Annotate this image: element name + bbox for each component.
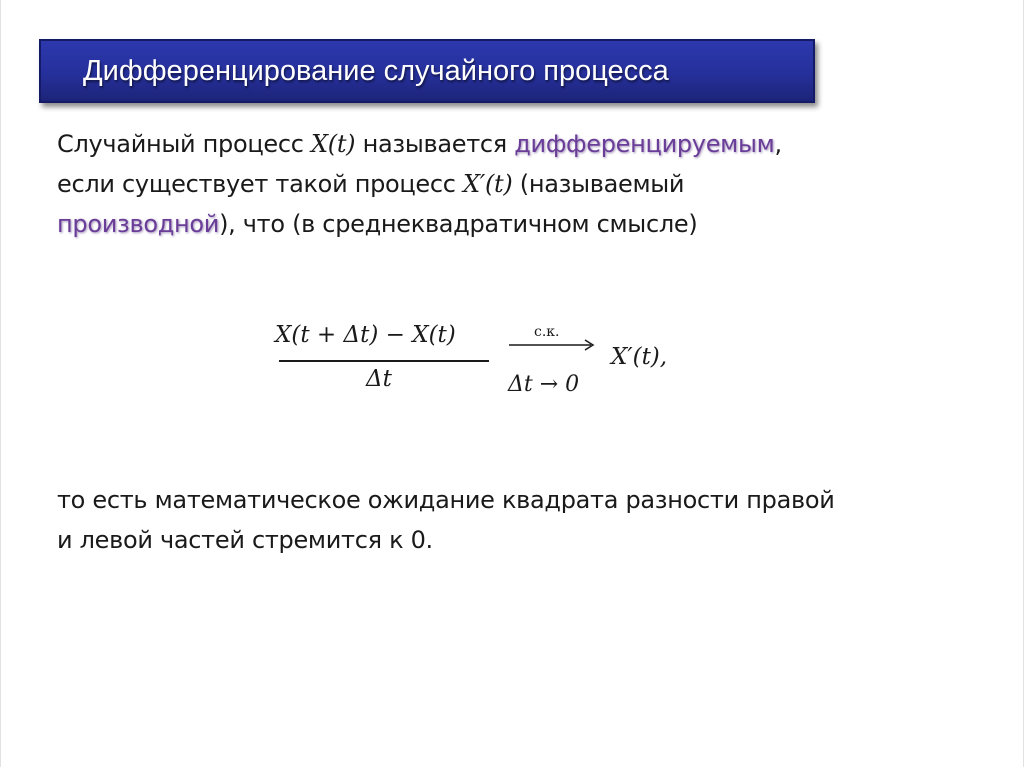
definition-paragraph — [57, 124, 987, 244]
formula-result: X′(t), — [611, 344, 668, 370]
explanation-line-2: и левой частей стремится к 0. — [57, 526, 433, 554]
limit-formula — [271, 318, 731, 408]
text-fragment: , — [774, 130, 782, 158]
title-bar — [39, 39, 815, 103]
term-derivative: производной — [57, 210, 220, 238]
fraction-numerator: X(t + Δt) − X(t) — [275, 322, 456, 348]
convergence-label: с.к. — [534, 324, 560, 340]
definition-line-2 — [57, 164, 987, 204]
term-differentiable: дифференцируемым — [514, 130, 775, 158]
slide-title: Дифференцирование случайного процесса — [83, 54, 669, 87]
text-fragment: если существует такой процесс — [57, 170, 464, 198]
text-fragment: называется — [355, 130, 515, 158]
explanation-line-1: то есть математическое ожидание квадрата разности правой — [57, 486, 835, 514]
text-fragment: (называемый — [512, 170, 685, 198]
fraction-bar — [279, 360, 489, 362]
fraction-denominator: Δt — [366, 366, 392, 392]
math-x-of-t: X(t) — [310, 130, 356, 158]
math-x-prime-of-t: X′(t) — [463, 170, 513, 198]
text-fragment: ), что (в среднеквадратичном смысле) — [219, 210, 698, 238]
limit-condition: Δt → 0 — [508, 372, 580, 397]
right-arrow-icon — [507, 338, 597, 352]
definition-line-1 — [57, 124, 987, 164]
definition-line-3 — [57, 204, 987, 244]
text-fragment: Случайный процесс — [57, 130, 311, 158]
explanation-paragraph — [57, 480, 987, 560]
